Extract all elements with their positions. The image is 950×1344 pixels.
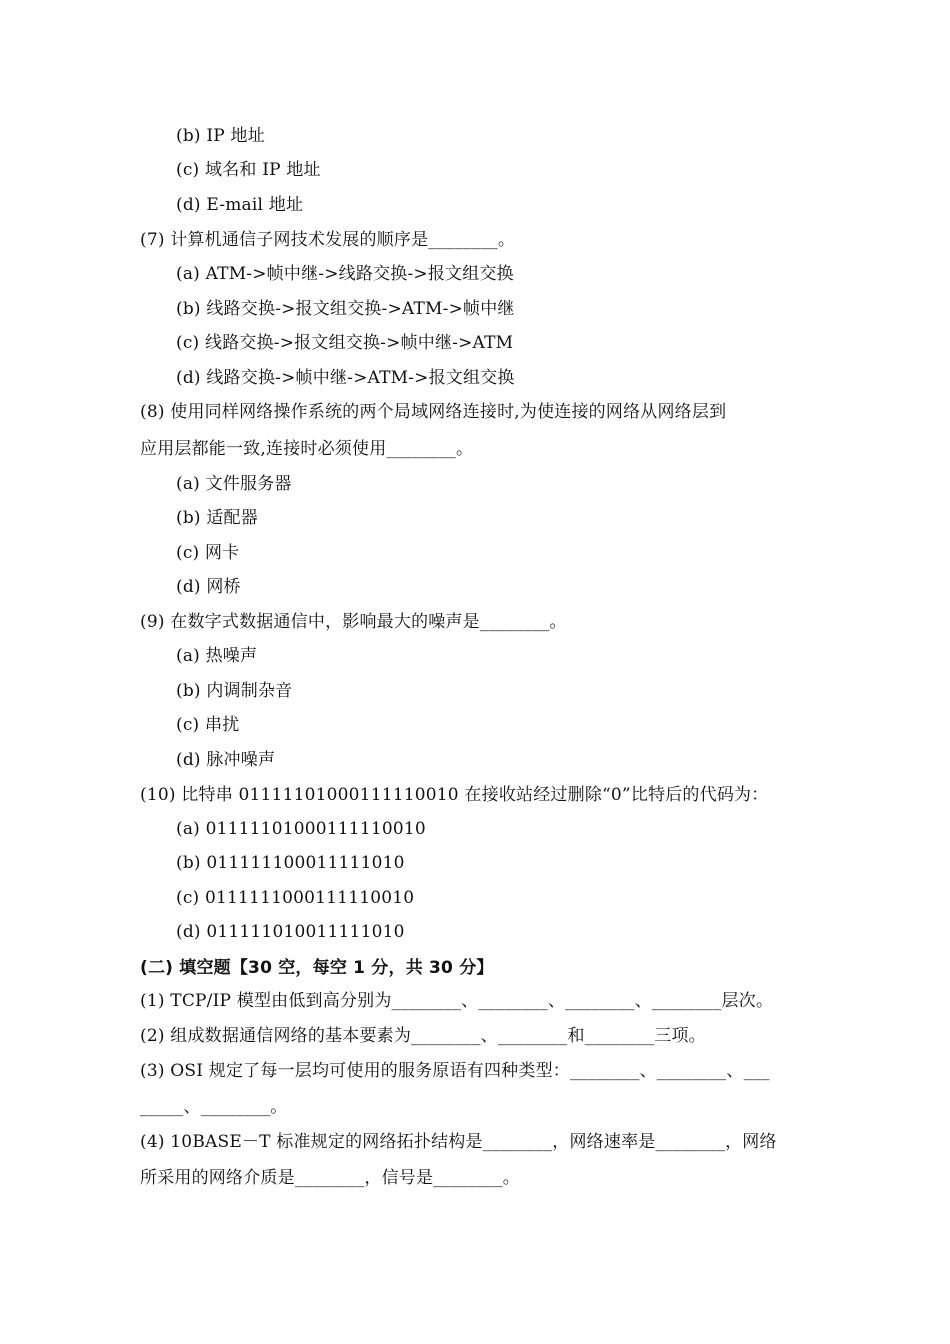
section-heading-fill-in: (二) 填空题【30 空，每空 1 分，共 30 分】 bbox=[140, 958, 494, 978]
q8-option-d: (d) 网桥 bbox=[176, 577, 241, 597]
q8-stem-line2: 应用层都能一致,连接时必须使用________。 bbox=[140, 439, 474, 459]
fill-question-2: (2) 组成数据通信网络的基本要素为________、________和________三项。 bbox=[140, 1026, 706, 1046]
q9-stem: (9) 在数字式数据通信中，影响最大的噪声是________。 bbox=[140, 612, 567, 632]
fill-question-4-line1: (4) 10BASE－T 标准规定的网络拓扑结构是________，网络速率是________，网络 bbox=[140, 1132, 777, 1152]
q7-stem: (7) 计算机通信子网技术发展的顺序是________。 bbox=[140, 230, 516, 250]
q6-option-b: (b) IP 地址 bbox=[176, 126, 265, 146]
q6-option-c: (c) 域名和 IP 地址 bbox=[176, 160, 321, 180]
q10-option-b: (b) 011111100011111010 bbox=[176, 853, 405, 873]
q8-option-a: (a) 文件服务器 bbox=[176, 474, 292, 494]
q7-option-a: (a) ATM->帧中继->线路交换->报文组交换 bbox=[176, 264, 514, 284]
fill-question-1: (1) TCP/IP 模型由低到高分别为________、________、________、________层次。 bbox=[140, 991, 774, 1011]
fill-question-4-line2: 所采用的网络介质是________，信号是________。 bbox=[140, 1168, 520, 1188]
q7-option-c: (c) 线路交换->报文组交换->帧中继->ATM bbox=[176, 333, 514, 353]
q9-option-a: (a) 热噪声 bbox=[176, 646, 258, 666]
q10-option-a: (a) 01111101000111110010 bbox=[176, 819, 426, 839]
q6-option-d: (d) E-mail 地址 bbox=[176, 195, 304, 215]
q8-stem-line1: (8) 使用同样网络操作系统的两个局域网络连接时,为使连接的网络从网络层到 bbox=[140, 402, 727, 422]
q9-option-b: (b) 内调制杂音 bbox=[176, 681, 293, 701]
q8-option-b: (b) 适配器 bbox=[176, 508, 258, 528]
fill-question-3-line1: (3) OSI 规定了每一层均可使用的服务原语有四种类型：________、________、___ bbox=[140, 1061, 770, 1081]
q7-option-b: (b) 线路交换->报文组交换->ATM->帧中继 bbox=[176, 299, 515, 319]
q8-option-c: (c) 网卡 bbox=[176, 543, 240, 563]
q10-option-c: (c) 0111111000111110010 bbox=[176, 888, 415, 908]
q9-option-c: (c) 串扰 bbox=[176, 715, 240, 735]
fill-question-3-line2: _____、________。 bbox=[140, 1097, 288, 1117]
q10-stem: (10) 比特串 01111101000111110010 在接收站经过删除“0”比特后的代码为： bbox=[140, 785, 769, 805]
q10-option-d: (d) 011111010011111010 bbox=[176, 922, 405, 942]
q7-option-d: (d) 线路交换->帧中继->ATM->报文组交换 bbox=[176, 368, 515, 388]
q9-option-d: (d) 脉冲噪声 bbox=[176, 750, 276, 770]
